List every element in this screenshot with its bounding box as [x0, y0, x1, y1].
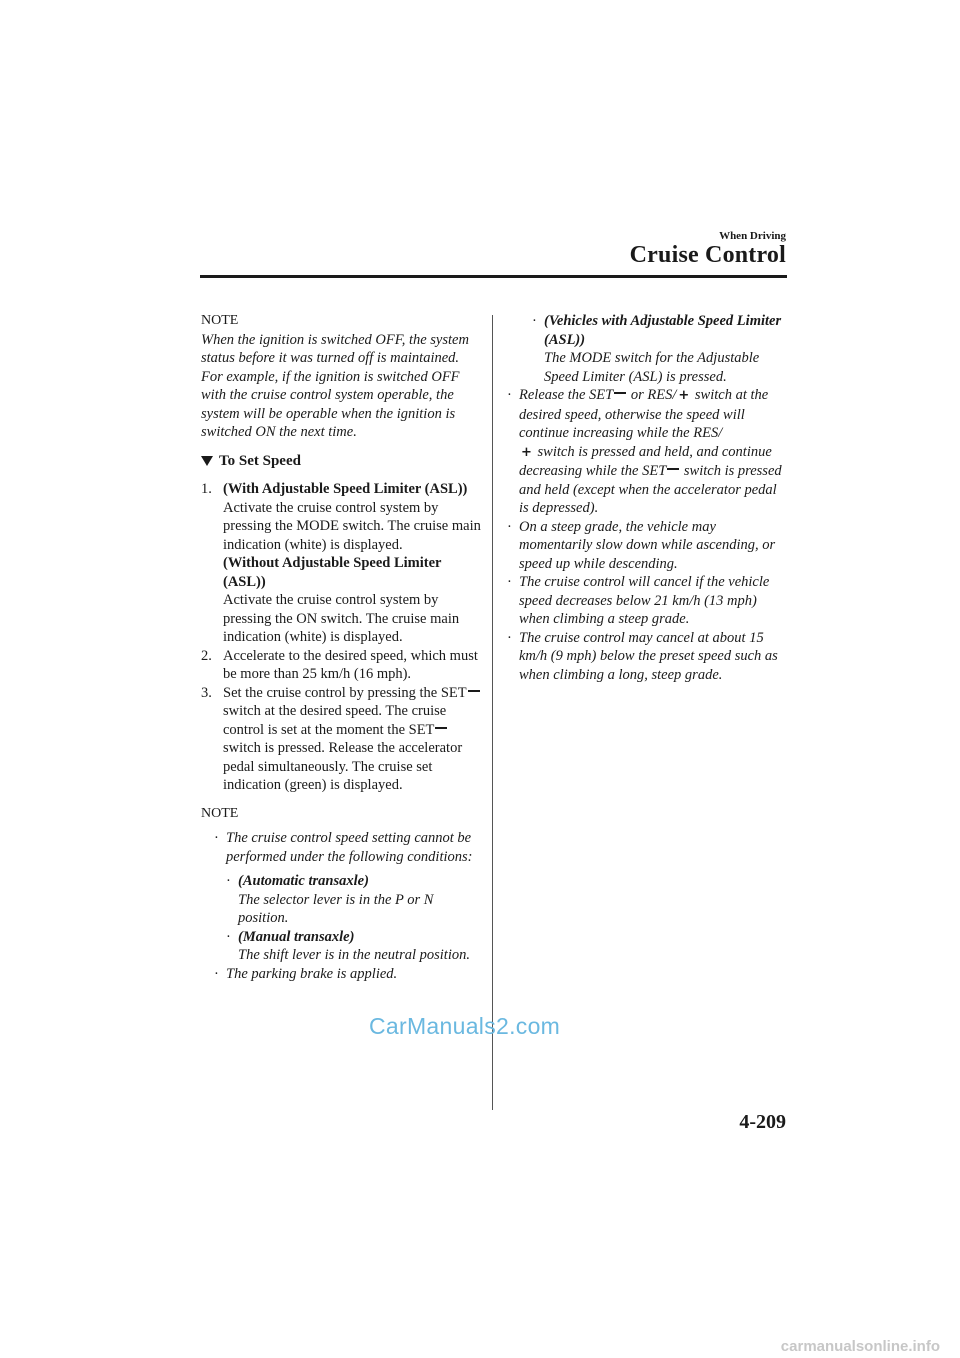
- step-1: [201, 480, 483, 647]
- watermark: CarManuals2.com: [369, 1013, 561, 1039]
- list-item: · Release the SET or RES/ + switch at the desired speed, otherwise the speed will continue increasing while the RES/ + switch is pressed and held, and continue decreasing while the SET switch is pressed and held (except when the accelerator pedal is depressed).: [507, 387, 782, 516]
- column-divider: [492, 315, 493, 1110]
- bullet-icon: ·: [507, 518, 512, 535]
- step-number: 2.: [201, 647, 212, 664]
- step-text: Set the cruise control by pressing the SET switch at the desired speed. The cruise control is set at the moment the SET switch is pressed. Release the accelerator pedal simultaneously. The cruise set indication (green) is displayed.: [223, 684, 483, 795]
- step-text: Activate the cruise control system by pressing the ON switch. The cruise main indication (white) is displayed.: [223, 592, 460, 645]
- step-heading: (With Adjustable Speed Limiter (ASL)): [223, 481, 468, 497]
- note-label: NOTE: [201, 313, 239, 328]
- bullet-icon: ·: [507, 387, 512, 403]
- res-plus-icon: +: [678, 388, 690, 403]
- list-item: · The cruise control may cancel at about 15 km/h (9 mph) below the preset speed such as when climbing a long, steep grade.: [507, 629, 778, 683]
- list-item: · (Vehicles with Adjustable Speed Limiter (ASL)) The MODE switch for the Adjustable Speed Limiter (ASL) is pressed.: [532, 313, 782, 385]
- note-text: When the ignition is switched OFF, the system status before it was turned off is maintained. For example, if the ignition is switched OFF with the cruise control system operable, the system will be operable when the ignition is switched ON the next time.: [201, 331, 469, 440]
- step-2: [201, 647, 483, 684]
- list-item: · On a steep grade, the vehicle may momentarily slow down while ascending, or speed up while descending.: [507, 518, 776, 572]
- right-column: [507, 312, 789, 684]
- set-minus-icon: [435, 727, 447, 729]
- list-item: · The cruise control will cancel if the vehicle speed decreases below 21 km/h (13 mph) when climbing a steep grade.: [507, 574, 770, 627]
- section-title: Cruise Control: [629, 242, 786, 268]
- step-3: [201, 684, 483, 795]
- bullet-icon: ·: [214, 965, 219, 982]
- list-item: · (Automatic transaxle) The selector lever is in the P or N position.: [226, 873, 434, 926]
- bullet-icon: ·: [226, 873, 231, 889]
- set-minus-icon: [614, 392, 626, 394]
- note-label: NOTE: [201, 805, 239, 821]
- bullet-icon: ·: [507, 629, 512, 646]
- subheading-text: To Set Speed: [219, 452, 301, 469]
- list-item: · The cruise control speed setting cannot be performed under the following conditions:: [214, 830, 473, 865]
- bullet-icon: ·: [226, 928, 231, 945]
- res-plus-icon: +: [521, 444, 532, 460]
- step-heading: (Without Adjustable Speed Limiter (ASL)): [223, 555, 442, 590]
- list-item: · The parking brake is applied.: [214, 965, 398, 982]
- left-column: [201, 312, 483, 983]
- header-rule: [200, 275, 787, 278]
- set-minus-icon: [667, 468, 679, 470]
- section-label: When Driving: [719, 230, 786, 242]
- bullet-icon: ·: [214, 830, 219, 846]
- bullet-icon: ·: [532, 313, 537, 329]
- triangle-down-icon: [201, 456, 213, 466]
- step-number: 1.: [201, 481, 212, 497]
- set-minus-icon: [468, 690, 480, 692]
- step-number: 3.: [201, 684, 212, 701]
- list-item: · (Manual transaxle) The shift lever is in the neutral position.: [226, 928, 470, 963]
- subheading: [201, 452, 483, 471]
- page-number: 4-209: [739, 1111, 786, 1133]
- step-text: Activate the cruise control system by pressing the MODE switch. The cruise main indication (white) is displayed.: [223, 499, 481, 553]
- bullet-icon: ·: [507, 574, 512, 590]
- footer-watermark: carmanualsonline.info: [780, 1338, 940, 1355]
- step-text: Accelerate to the desired speed, which must be more than 25 km/h (16 mph).: [223, 647, 478, 682]
